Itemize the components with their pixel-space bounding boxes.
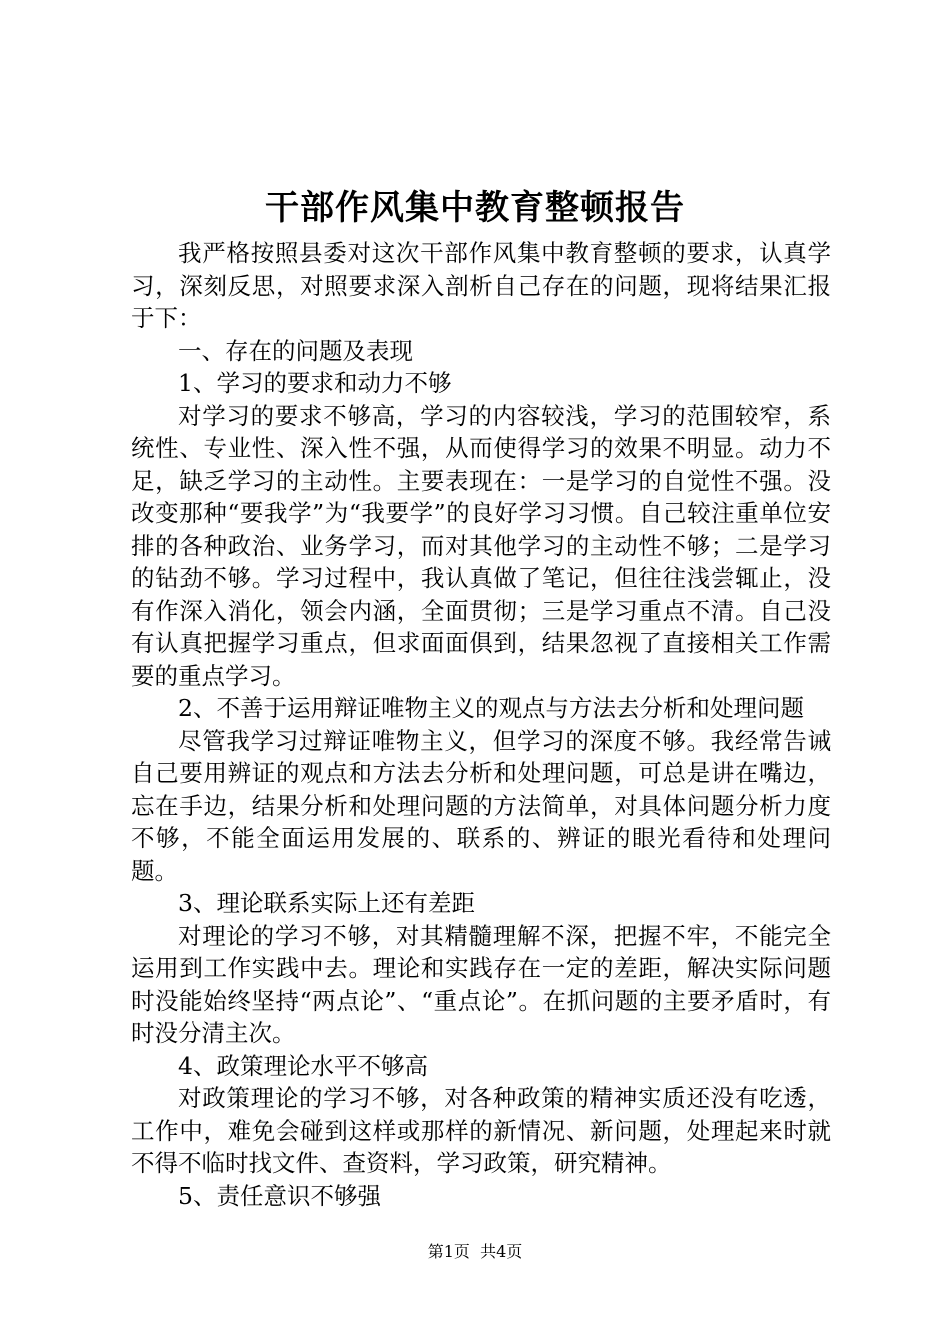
document-title: 干部作风集中教育整顿报告 [265,188,685,228]
paragraph-3: 对理论的学习不够，对其精髓理解不深，把握不牢，不能完全运用到工作实践中去。理论和实践存在一定的差距，解决实际问题时没能始终坚持“两点论”、“重点论”。在抓问题的主要矛盾时，有时没分清主次。 [131,921,831,1047]
subheading-2: 2、不善于运用辩证唯物主义的观点与方法去分析和处理问题 [178,694,804,722]
paragraph-4: 对政策理论的学习不够，对各种政策的精神实质还没有吃透，工作中，难免会碰到这样或那样的新情况、新问题，处理起来时就不得不临时找文件、查资料，学习政策，研究精神。 [131,1084,831,1177]
page-footer [0,1240,950,1264]
page-total: 共4页 [480,1242,523,1261]
paragraph-2: 尽管我学习过辩证唯物主义，但学习的深度不够。我经常告诫自己要用辨证的观点和方法去分析和处理问题，可总是讲在嘴边，忘在手边，结果分析和处理问题的方法简单，对具体问题分析力度不够，不能全面运用发展的、联系的、辨证的眼光看待和处理问题。 [131,726,831,885]
subheading-5: 5、责任意识不够强 [178,1181,381,1210]
section-heading-problems: 一、存在的问题及表现 [178,336,413,365]
page-number: 第1页 [427,1242,470,1261]
subheading-1: 1、学习的要求和动力不够 [178,369,452,397]
subheading-4: 4、政策理论水平不够高 [178,1051,428,1080]
subheading-3: 3、理论联系实际上还有差距 [178,889,475,917]
paragraph-intro: 我严格按照县委对这次干部作风集中教育整顿的要求，认真学习，深刻反思，对照要求深入剖析自己存在的问题，现将结果汇报于下： [131,239,831,332]
document-body [131,237,831,1212]
paragraph-1: 对学习的要求不够高，学习的内容较浅，学习的范围较窄，系统性、专业性、深入性不强，从而使得学习的效果不明显。动力不足，缺乏学习的主动性。主要表现在：一是学习的自觉性不强。没改变那种“要我学”为“我要学”的良好学习习惯。自己较注重单位安排的各种政治、业务学习，而对其他学习的主动性不够；二是学习的钻劲不够。学习过程中，我认真做了笔记，但往往浅尝辄止，没有作深入消化，领会内涵，全面贯彻；三是学习重点不清。自己没有认真把握学习重点，但求面面俱到，结果忽视了直接相关工作需要的重点学习。 [131,401,831,690]
